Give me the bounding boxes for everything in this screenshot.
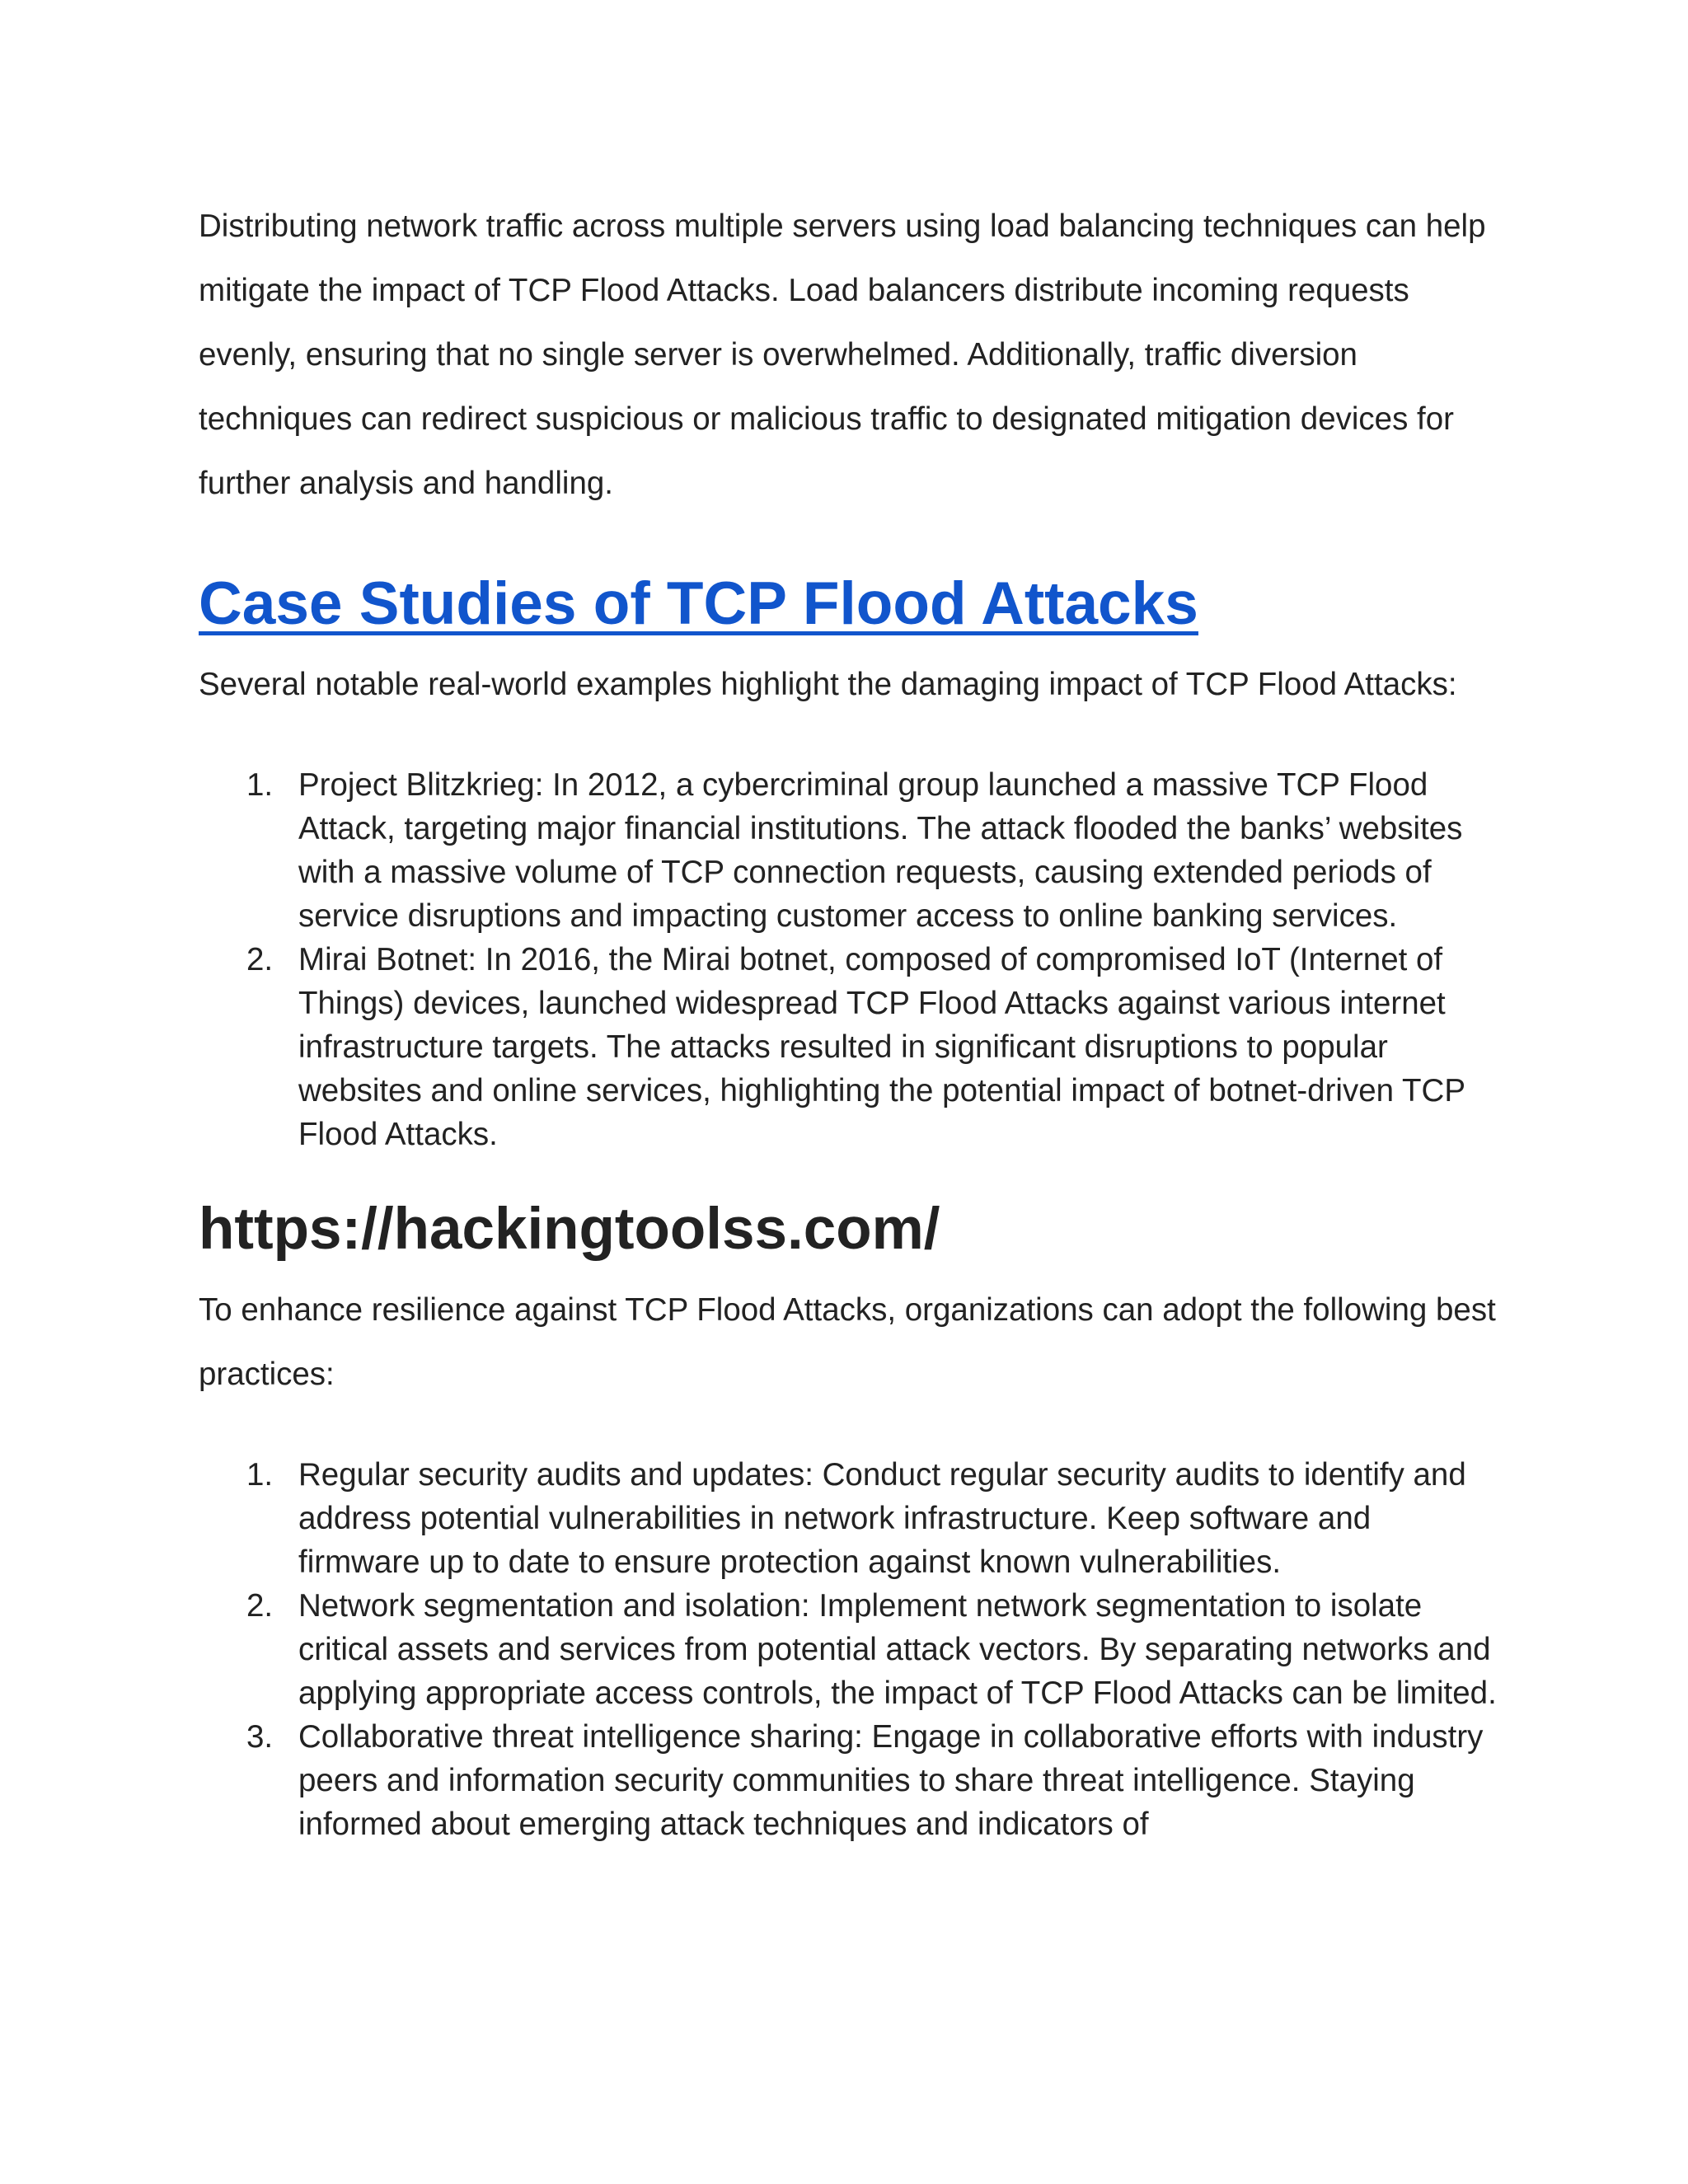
list-item-number: 1. [246,767,274,803]
document-body [199,194,1501,1846]
list-item-text: Network segmentation and isolation: Implement network segmentation to isolate critical assets and services from potential attack vectors. By separating networks and applying appropriate access controls, the impact of TCP Flood Attacks can be limited. [298,1588,1497,1711]
list-item-number: 3. [246,1719,274,1755]
list-item [199,1584,1501,1715]
list-item-number: 2. [246,1588,274,1624]
list-item-text: Regular security audits and updates: Conduct regular security audits to identify and address potential vulnerabilities in network infrastructure. Keep software and firmware up to date to ensure protection against known vulnerabilities. [298,1457,1466,1580]
paragraph-load-balancing: Distributing network traffic across multiple servers using load balancing techniques can help mitigate the impact of TCP Flood Attacks. Load balancers distribute incoming requests evenly, ensuring that no single server is overwhelmed. Additionally, traffic diversion techniques can redirect suspicious or malicious traffic to designated mitigation devices for further analysis and handling. [199,209,1486,501]
best-practices-intro: To enhance resilience against TCP Flood Attacks, organizations can adopt the following best practices: [199,1292,1496,1392]
list-item-number: 1. [246,1457,274,1493]
list-item [199,938,1501,1156]
list-item-number: 2. [246,942,274,977]
case-studies-list [199,763,1501,1156]
case-studies-heading-link[interactable]: Case Studies of TCP Flood Attacks [199,570,1198,637]
best-practices-list [199,1453,1501,1846]
list-item [199,1715,1501,1846]
case-studies-intro: Several notable real-world examples highlight the damaging impact of TCP Flood Attacks: [199,667,1457,702]
list-item-text: Mirai Botnet: In 2016, the Mirai botnet, composed of compromised IoT (Internet of Things) devices, launched widespread TCP Flood Attacks against various internet infrastructure targets. The attacks resulted in significant disruptions to popular websites and online services, highlighting the potential impact of botnet-driven TCP Flood Attacks. [298,942,1465,1152]
list-item-text: Project Blitzkrieg: In 2012, a cybercriminal group launched a massive TCP Flood Attack, targeting major financial institutions. The attack flooded the banks’ websites with a massive volume of TCP connection requests, causing extended periods of service disruptions and impacting customer access to online banking services. [298,767,1463,934]
case-studies-heading [199,567,1501,641]
list-item [199,763,1501,938]
best-practices-heading: https://hackingtoolss.com/ [199,1197,940,1262]
list-item-text: Collaborative threat intelligence sharing: Engage in collaborative efforts with industry peers and information security communities to share threat intelligence. Staying informed about emerging attack techniques and indicators of [298,1719,1484,1842]
list-item [199,1453,1501,1584]
